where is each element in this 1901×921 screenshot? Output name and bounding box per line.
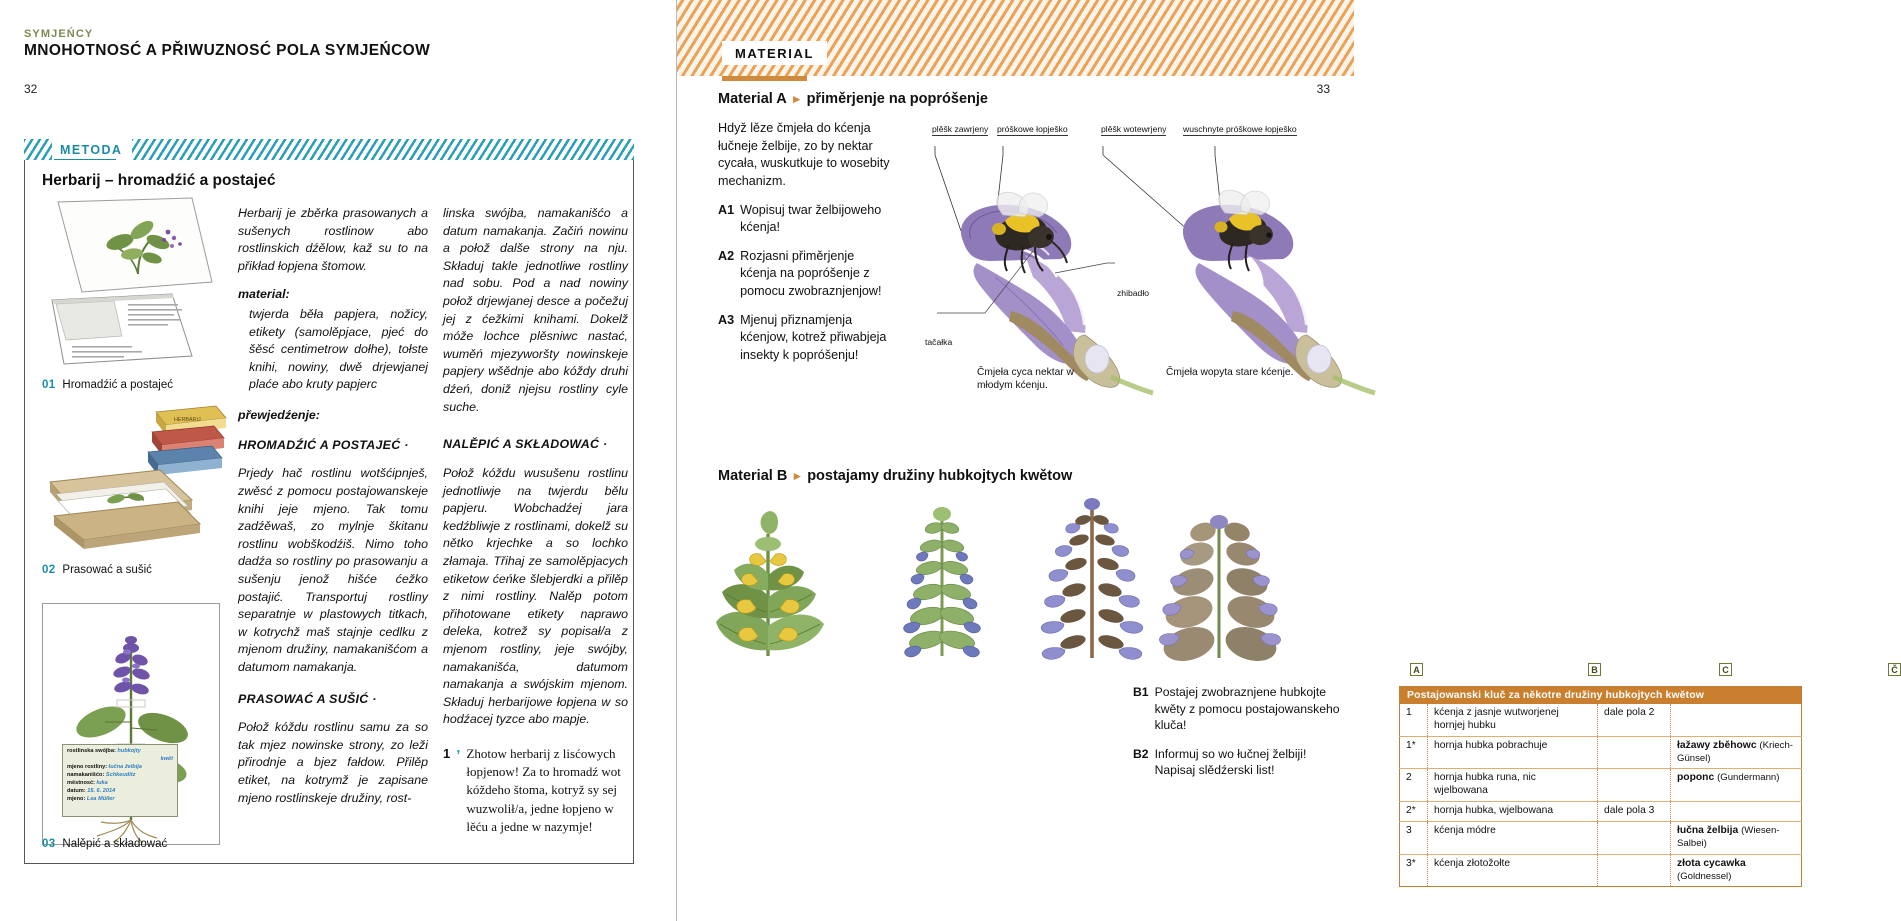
table-row: [1400, 854, 1802, 887]
key-result: [1671, 769, 1802, 802]
left-page: [0, 0, 676, 921]
task-b2-row: [1133, 746, 1341, 779]
figure-02-caption: [42, 564, 152, 576]
key-description: kćenja módre: [1428, 822, 1598, 855]
task-b2-text: Informuj so wo łučnej želbiji! Napisaj slědźerski list!: [1154, 746, 1307, 778]
figure-caption-young-flower: Čmjeła cyca nektar w młodym kćenju.: [977, 367, 1074, 392]
svg-text:HERBARIJ: HERBARIJ: [174, 417, 201, 423]
press-paragraph-continued: linska swójba, namakanišćo a datum namakanja. Začiń nowinu a połož dalše strony na nju. Składuj takle jednotliwe rostliny nad sobu. Pod a nad nowiny połož drjewjanej desce a počežuj jej z ćežkimi knihami. Dokelž móže lochce plěsniwc nastać, wuměń mjezyworšty nowinskeje papjery wšědnje abo kóždy druhi dźeń, doniž njejsu rostliny cyle suche.: [443, 206, 628, 414]
plant-thumbnail-b: [887, 500, 997, 663]
left-text-column-1: [238, 205, 428, 807]
table-row: [1400, 704, 1802, 736]
press-paragraph: Połož kóždu rostlinu samu za so tak mjez nowinske strony, zo leži přirodnje a bjez fałdow. Přilěp etiket, na kotrymž je zapisane mjeno rostlinskeje družiny, rost-: [238, 720, 428, 805]
task-b2-key: B2: [1133, 746, 1149, 761]
table-header-row: [1400, 687, 1802, 705]
plant-thumbnail-a: [712, 500, 880, 663]
label-val-date: 15. 6. 2014: [87, 787, 116, 794]
figure-03-caption: [42, 838, 167, 850]
material-a-title: přiměrjenje na popróšenje: [806, 91, 988, 107]
task-a1-row: [718, 202, 894, 237]
running-head-title: MNOHOTNOSĆ A PŘIWUZNOSĆ POLA SYMJEŃCOW: [24, 42, 431, 59]
task-b1-row: [1133, 684, 1341, 734]
right-page: [677, 0, 1898, 921]
task-a1-text: Wopisuj twar želbijoweho kćenja!: [740, 202, 882, 235]
label-val-name: łučna želbija: [108, 763, 142, 770]
figure-03-number: 03: [42, 838, 56, 850]
plant-tag-c: C: [1719, 663, 1732, 676]
label-key-date: datum:: [67, 787, 86, 794]
figure-02-illustration: [40, 404, 236, 554]
key-number: 3: [1400, 822, 1428, 855]
material-tag-underline: [722, 76, 807, 81]
label-key-site: namakanišćo:: [67, 771, 105, 778]
label-val-collector: Lea Müller: [86, 795, 115, 802]
key-description: hornja hubka runa, nic wjelbowana: [1428, 769, 1598, 802]
key-goto: [1598, 854, 1671, 887]
page-number-left: 32: [24, 82, 38, 96]
task-a3-text: Mjenuj přiznamjenja kćenjow, kotrež přiwabjeja insekty k popróšenju!: [740, 312, 887, 362]
key-result-name: złota cycawka: [1677, 857, 1746, 869]
material-b-tasks: [1133, 684, 1341, 791]
callout-label-2: próškowe łopješko: [997, 124, 1068, 134]
key-goto: [1598, 822, 1671, 855]
figure-01-text: Hromadźić a postajeć: [62, 379, 173, 391]
figure-02-text: Prasować a sušić: [62, 564, 152, 576]
key-result: [1671, 704, 1802, 736]
plant-tag-a: A: [1410, 663, 1423, 676]
label-key-place: městnosć:: [67, 779, 95, 786]
key-result: [1671, 822, 1802, 855]
task-a3-key: A3: [718, 312, 735, 327]
task-1-text: Zhotow herbarij z lisćowych łopjenow! Za to hromadź wot kóždeho štoma, kotryž sy sej wuzwolił/a, jedne łopjeno w lěću a jedne w nazymje!: [466, 746, 621, 834]
running-head-kicker: SYMJEŃCY: [24, 28, 94, 40]
task-a2-key: A2: [718, 248, 735, 263]
key-result: [1671, 802, 1802, 822]
key-result-german: (Gundermann): [1717, 772, 1780, 784]
key-number: 3*: [1400, 854, 1428, 887]
herbarium-label-card: [62, 744, 178, 817]
label-val-family: hubkojty: [117, 748, 141, 754]
key-result-german: (Wiesen-Salbei): [1677, 825, 1780, 849]
key-result-german: (Goldnessel): [1677, 870, 1732, 882]
key-result-name: łučna želbija: [1677, 825, 1739, 837]
mount-paragraph: Połož kóždu wusušenu rostlinu jednotliwje na twjerdu bělu papjeru. Wobchadźej jara kedźbliwje z rostlinami, dokelž su nětko krjechke a so lochko złamaja. Třihaj ze samolěpjacych etiketow ćeńke šlebjerdki a přilěp z nimi rostliny. Nalěp potom přihotowane etikety naprawo deleka, kotrež sy popisał/a z mjenom rostliny, jeje swójby, namakanišća, datumom namakanja a swójskim mjenom. Składuj herbarijowe łopjena w so hodźacej tyzce abo mapje.: [443, 465, 628, 727]
callout-label-3: plěšk wotewrjeny: [1101, 124, 1167, 134]
label-val-place: łuka: [96, 779, 108, 786]
key-goto: dale pola 2: [1598, 704, 1671, 736]
table-row: [1400, 736, 1802, 769]
label-val-family2: kwět: [160, 755, 173, 762]
plant-tag-b: B: [1588, 663, 1601, 676]
metoda-title: Herbarij – hromadźić a postajeć: [42, 172, 276, 189]
material-a-intro: Hdyž lěze čmjeła do kćenja łučneje želbije, zo by nektar cycała, wuskutkuje to wosebity mechanizm.: [718, 121, 890, 188]
key-description: kćenja z jasnje wutworjenej hornjej hubku: [1428, 704, 1598, 736]
key-goto: [1598, 736, 1671, 769]
callout-label-1: plěšk zawrjeny: [932, 124, 989, 134]
arrow-icon-b: ►: [791, 469, 804, 483]
material-a-body: [718, 120, 894, 376]
key-number: 1: [1400, 704, 1428, 736]
key-description: kćenja złotožołte: [1428, 854, 1598, 887]
subheading-mount: NALĚPIĆ A SKŁADOWAĆ ·: [443, 437, 608, 452]
subheading-collect: HROMADŹIĆ A POSTAJEĆ ·: [238, 437, 409, 452]
material-tag: MATERIAL: [722, 41, 827, 65]
figure-01-number: 01: [42, 379, 56, 391]
key-result-german: (Kriech-Günsel): [1677, 739, 1794, 764]
label-val-site: Schkeuditz: [105, 771, 136, 778]
key-number: 2: [1400, 769, 1428, 802]
table-row: [1400, 802, 1802, 822]
inner-label-tacalka: tačałka: [925, 337, 953, 347]
key-result-name: poponc: [1677, 772, 1715, 784]
procedure-heading: přewjedźenje:: [238, 408, 320, 423]
key-result: [1671, 736, 1802, 769]
plant-tag-c-caron: Č: [1888, 663, 1901, 676]
intro-paragraph: Herbarij je zběrka prasowanych a sušenych rostlinow abo rostlinskich dźělow, kaž su to na přikład łopjena štomow.: [238, 206, 428, 273]
key-description: hornja hubka, wjelbowana: [1428, 802, 1598, 822]
figure-02-number: 02: [42, 564, 56, 576]
collect-paragraph: Prjedy hač rostlinu wotšćipnješ, zwěsć z pomocu postajowanskeje knihi jeje mjeno. Tak tomu zadźěwaš, zo mylnje škitanu rostlinu wobškodźiš. Nimo toho dadźa so rostliny po prasowanju a sušenju jenož hišće ćežko postajić. Transportuj rostliny separatnje w plastowych titkach, w kotrychž maš stajnje cedlku z mjenom družiny, namakanišćom a datumom namakanja.: [238, 466, 428, 675]
task-a2-text: Rozjasni přiměrjenje kćenja na popróšenje z pomocu zwobraznjenjow!: [740, 248, 882, 298]
page-number-right: 33: [1316, 82, 1330, 96]
table-caption: Postajowanski kluč za někotre družiny hubkojtych kwětow: [1400, 687, 1802, 705]
table-row: [1400, 822, 1802, 855]
material-a-diagram: [925, 145, 1345, 395]
label-key-collector: mjeno:: [67, 795, 86, 802]
task-a1-key: A1: [718, 202, 735, 217]
key-result-name: łažawy zběhowc: [1677, 739, 1757, 751]
task-b1-key: B1: [1133, 685, 1149, 699]
plant-thumbnail-c-caron: [1147, 504, 1297, 665]
key-result: [1671, 854, 1802, 887]
task-a3-row: [718, 312, 894, 365]
label-key-name: mjeno rostliny:: [67, 763, 108, 770]
left-text-column-2: [443, 205, 628, 836]
material-list: twjerda běła papjera, nožicy, etikety (samolěpjace, pjeć do šěsć centimetrow dołhe), tołste knihi, nowiny, dwě drjewjanej plaće abo kruty papjerc: [249, 307, 428, 392]
label-key-family: rostlinska swójba:: [67, 748, 116, 754]
figure-caption-old-flower: Čmjeła wopyta stare kćenje.: [1166, 367, 1294, 378]
material-b-heading: [718, 468, 1072, 484]
figure-01-caption: [42, 379, 173, 391]
arrow-icon: ►: [790, 92, 803, 106]
key-goto: dale pola 3: [1598, 802, 1671, 822]
plant-thumbnail-c: [1027, 494, 1157, 665]
figure-03-text: Nalěpić a składować: [62, 838, 168, 850]
subheading-press: PRASOWAĆ A SUŠIĆ ·: [238, 691, 377, 706]
task-1-number: 1: [443, 746, 451, 762]
table-row: [1400, 769, 1802, 802]
task-bracket-icon: ’: [456, 747, 461, 765]
callout-label-4: wuschnyte próškowe łopješko: [1183, 124, 1297, 134]
material-a-label: Material A: [718, 91, 787, 107]
determination-key-table: [1399, 686, 1802, 887]
task-b1-text: Postajej zwobraznjene hubkojte kwěty z pomocu postajowanskeho kluča!: [1154, 685, 1340, 733]
key-number: 1*: [1400, 736, 1428, 769]
inner-label-zhibadlo: zhibadło: [1117, 288, 1150, 298]
metoda-tag: METODA: [52, 139, 132, 160]
material-b-title: postajamy družiny hubkojtych kwětow: [807, 468, 1073, 484]
task-a2-row: [718, 248, 894, 301]
key-number: 2*: [1400, 802, 1428, 822]
task-1-row: [443, 745, 628, 836]
material-a-heading: [718, 91, 988, 107]
key-description: hornja hubka pobrachuje: [1428, 736, 1598, 769]
material-heading: material:: [238, 287, 290, 302]
figure-01-illustration: [42, 196, 234, 368]
key-goto: [1598, 769, 1671, 802]
material-b-label: Material B: [718, 468, 788, 484]
